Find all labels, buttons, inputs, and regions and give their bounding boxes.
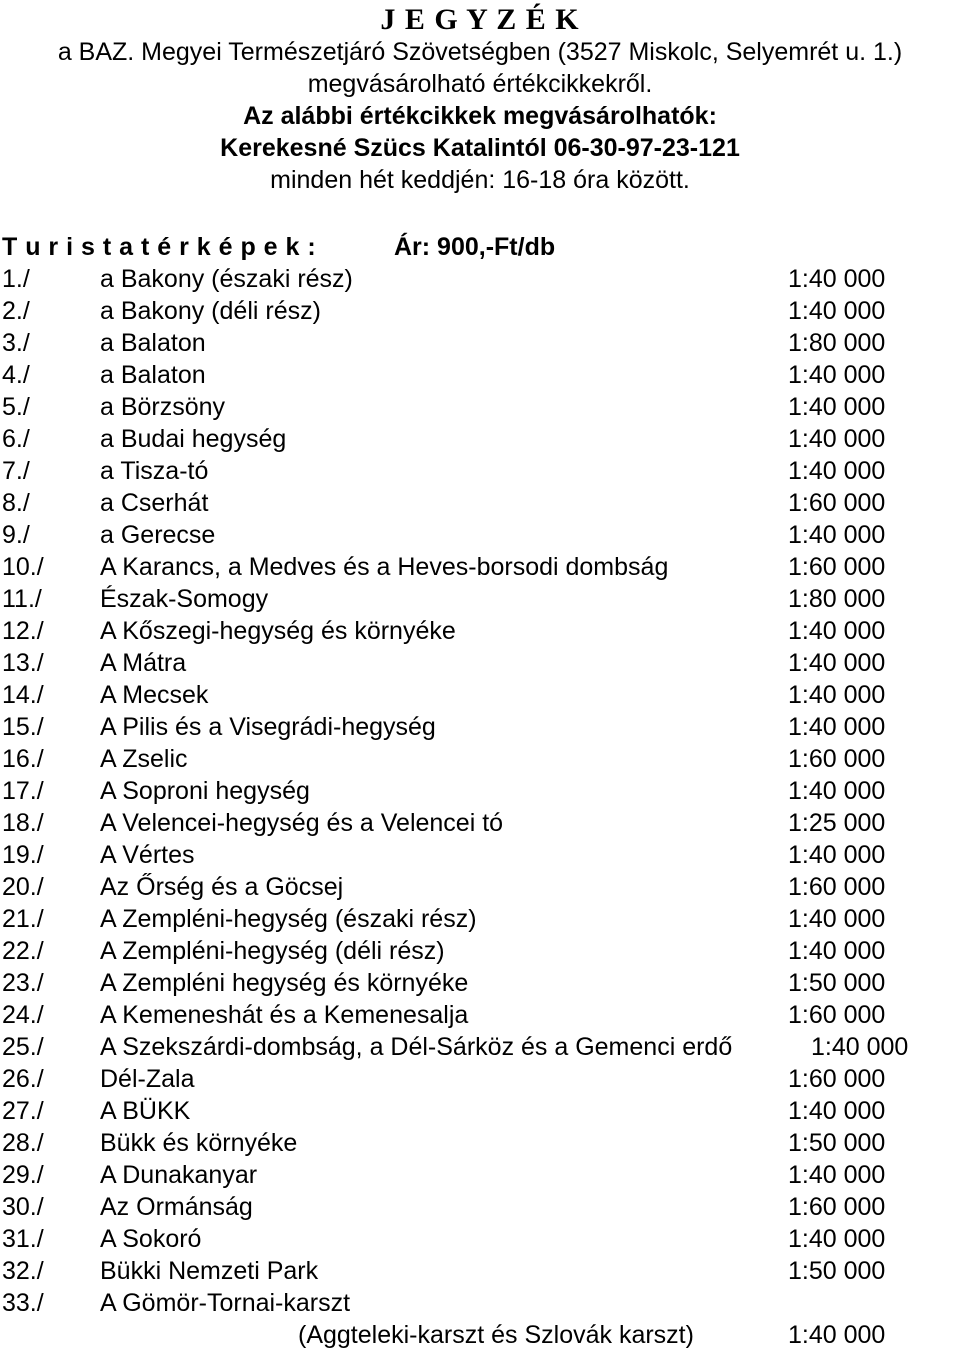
- item-number: 8./: [2, 489, 30, 517]
- item-name: a Bakony (északi rész): [100, 265, 353, 293]
- item-scale: 1:40 000: [788, 1225, 886, 1253]
- list-item: [0, 1159, 960, 1191]
- list-item: [0, 487, 960, 519]
- list-item: [0, 839, 960, 871]
- header-line-purchasable: megvásárolható értékcikkekről.: [307, 70, 653, 98]
- item-name: A Mecsek: [100, 681, 209, 709]
- list-item: [0, 807, 960, 839]
- item-scale: 1:40 000: [788, 1097, 886, 1125]
- list-item: [0, 295, 960, 327]
- item-scale: 1:40 000: [788, 521, 886, 549]
- item-scale: 1:60 000: [788, 1065, 886, 1093]
- item-number: 9./: [2, 521, 30, 549]
- item-scale: 1:50 000: [788, 1129, 886, 1157]
- item-number: 1./: [2, 265, 30, 293]
- header-line-organization: a BAZ. Megyei Természetjáró Szövetségben (3527 Miskolc, Selyemrét u. 1.): [57, 38, 903, 66]
- item-scale: 1:40 000: [788, 1161, 886, 1189]
- item-number: 16./: [2, 745, 44, 773]
- section-heading: [2, 231, 942, 263]
- item-scale: 1:60 000: [788, 873, 886, 901]
- item-number: 31./: [2, 1225, 44, 1253]
- item-scale: 1:40 000: [788, 777, 886, 805]
- list-item: [0, 519, 960, 551]
- item-number: 13./: [2, 649, 44, 677]
- list-item: [0, 327, 960, 359]
- item-number: 3./: [2, 329, 30, 357]
- list-item: [0, 263, 960, 295]
- list-item: [0, 455, 960, 487]
- list-item: [0, 615, 960, 647]
- item-number: 20./: [2, 873, 44, 901]
- item-scale: 1:60 000: [788, 745, 886, 773]
- item-number: 17./: [2, 777, 44, 805]
- header-line-opening-hours: minden hét keddjén: 16-18 óra között.: [270, 166, 690, 194]
- item-number: 11./: [2, 585, 42, 613]
- item-scale: 1:25 000: [788, 809, 886, 837]
- item-scale: 1:40 000: [788, 841, 886, 869]
- item-scale: 1:60 000: [788, 489, 886, 517]
- item-name: A Zempléni-hegység (északi rész): [100, 905, 477, 933]
- item-number: 19./: [2, 841, 44, 869]
- item-name: Az Őrség és a Göcsej: [100, 873, 344, 901]
- list-item: [0, 647, 960, 679]
- list-item: [0, 359, 960, 391]
- item-scale: 1:40 000: [788, 649, 886, 677]
- list-item: [0, 1223, 960, 1255]
- item-scale: 1:60 000: [788, 553, 886, 581]
- item-number: 22./: [2, 937, 44, 965]
- item-name: Bükk és környéke: [100, 1129, 298, 1157]
- item-number: 15./: [2, 713, 44, 741]
- header-line-contact: Kerekesné Szücs Katalintól 06-30-97-23-121: [220, 134, 740, 162]
- item-name: a Tisza-tó: [100, 457, 209, 485]
- item-number: 29./: [2, 1161, 44, 1189]
- item-number: 7./: [2, 457, 30, 485]
- item-name: a Budai hegység: [100, 425, 287, 453]
- list-item-continuation: [0, 1319, 960, 1351]
- item-scale: 1:80 000: [788, 329, 886, 357]
- item-scale: 1:40 000: [788, 393, 886, 421]
- list-item: [0, 551, 960, 583]
- item-scale: 1:50 000: [788, 969, 886, 997]
- item-name: a Bakony (déli rész): [100, 297, 321, 325]
- list-item: [0, 903, 960, 935]
- item-number: 28./: [2, 1129, 44, 1157]
- item-scale: 1:40 000: [788, 905, 886, 933]
- item-name: A Zempléni-hegység (déli rész): [100, 937, 445, 965]
- item-name: A Vértes: [100, 841, 195, 869]
- item-scale: 1:40 000: [788, 457, 886, 485]
- item-number: 6./: [2, 425, 30, 453]
- list-item: [0, 935, 960, 967]
- list-item: [0, 391, 960, 423]
- item-scale: 1:40 000: [788, 425, 886, 453]
- item-scale: 1:40 000: [788, 1321, 886, 1349]
- item-name: A Kemeneshát és a Kemenesalja: [100, 1001, 469, 1029]
- item-scale: 1:40 000: [811, 1033, 909, 1061]
- list-item: [0, 1095, 960, 1127]
- item-scale: 1:40 000: [788, 361, 886, 389]
- list-item: [0, 711, 960, 743]
- item-name: Az Ormánság: [100, 1193, 253, 1221]
- item-name: A Gömör-Tornai-karszt: [100, 1289, 351, 1317]
- item-scale: 1:40 000: [788, 297, 886, 325]
- item-name: A Mátra: [100, 649, 187, 677]
- item-name: A Dunakanyar: [100, 1161, 258, 1189]
- item-name: Észak-Somogy: [100, 585, 269, 613]
- list-item: [0, 1127, 960, 1159]
- item-number: 14./: [2, 681, 44, 709]
- document-title: J E G Y Z É K: [380, 3, 580, 36]
- item-number: 4./: [2, 361, 30, 389]
- item-number: 21./: [2, 905, 44, 933]
- item-name: A Karancs, a Medves és a Heves-borsodi dombság: [100, 553, 669, 581]
- header-line-items-available: Az alábbi értékcikkek megvásárolhatók:: [243, 102, 717, 130]
- list-item: [0, 871, 960, 903]
- item-name: A Kőszegi-hegység és környéke: [100, 617, 456, 645]
- item-scale: 1:40 000: [788, 617, 886, 645]
- list-item: [0, 423, 960, 455]
- list-item: [0, 1287, 960, 1319]
- item-name: a Börzsöny: [100, 393, 226, 421]
- list-item: [0, 679, 960, 711]
- item-name: Bükki Nemzeti Park: [100, 1257, 319, 1285]
- list-item: [0, 775, 960, 807]
- list-item: [0, 967, 960, 999]
- item-scale: 1:80 000: [788, 585, 886, 613]
- item-name: A Szekszárdi-dombság, a Dél-Sárköz és a Gemenci erdő: [100, 1033, 733, 1061]
- section-price: Ár: 900,-Ft/db: [394, 233, 556, 261]
- list-item: [0, 743, 960, 775]
- item-name: A Soproni hegység: [100, 777, 310, 805]
- item-number: 25./: [2, 1033, 44, 1061]
- item-number: 33./: [2, 1289, 44, 1317]
- item-number: 24./: [2, 1001, 44, 1029]
- item-number: 27./: [2, 1097, 44, 1125]
- list-item: [0, 1063, 960, 1095]
- item-scale: 1:60 000: [788, 1001, 886, 1029]
- item-number: 18./: [2, 809, 44, 837]
- item-name: a Cserhát: [100, 489, 209, 517]
- list-item: [0, 1031, 960, 1063]
- item-name: Dél-Zala: [100, 1065, 195, 1093]
- item-name: A Zempléni hegység és környéke: [100, 969, 469, 997]
- item-number: 30./: [2, 1193, 44, 1221]
- item-name: (Aggteleki-karszt és Szlovák karszt): [298, 1321, 694, 1349]
- item-number: 10./: [2, 553, 44, 581]
- item-scale: 1:40 000: [788, 265, 886, 293]
- item-scale: 1:40 000: [788, 681, 886, 709]
- item-number: 12./: [2, 617, 44, 645]
- item-number: 23./: [2, 969, 44, 997]
- map-list: [0, 263, 960, 1351]
- item-name: A Pilis és a Visegrádi-hegység: [100, 713, 436, 741]
- item-name: A BÜKK: [100, 1097, 191, 1125]
- list-item: [0, 1191, 960, 1223]
- item-name: A Sokoró: [100, 1225, 202, 1253]
- item-number: 2./: [2, 297, 30, 325]
- list-item: [0, 1255, 960, 1287]
- item-name: A Zselic: [100, 745, 188, 773]
- item-number: 32./: [2, 1257, 44, 1285]
- item-name: a Balaton: [100, 361, 206, 389]
- item-scale: 1:50 000: [788, 1257, 886, 1285]
- item-number: 5./: [2, 393, 30, 421]
- item-number: 26./: [2, 1065, 44, 1093]
- item-scale: 1:60 000: [788, 1193, 886, 1221]
- item-scale: 1:40 000: [788, 937, 886, 965]
- item-name: a Gerecse: [100, 521, 216, 549]
- item-name: a Balaton: [100, 329, 206, 357]
- section-label: T u r i s t a t é r k é p e k :: [2, 233, 317, 261]
- item-scale: 1:40 000: [788, 713, 886, 741]
- item-name: A Velencei-hegység és a Velencei tó: [100, 809, 504, 837]
- list-item: [0, 999, 960, 1031]
- list-item: [0, 583, 960, 615]
